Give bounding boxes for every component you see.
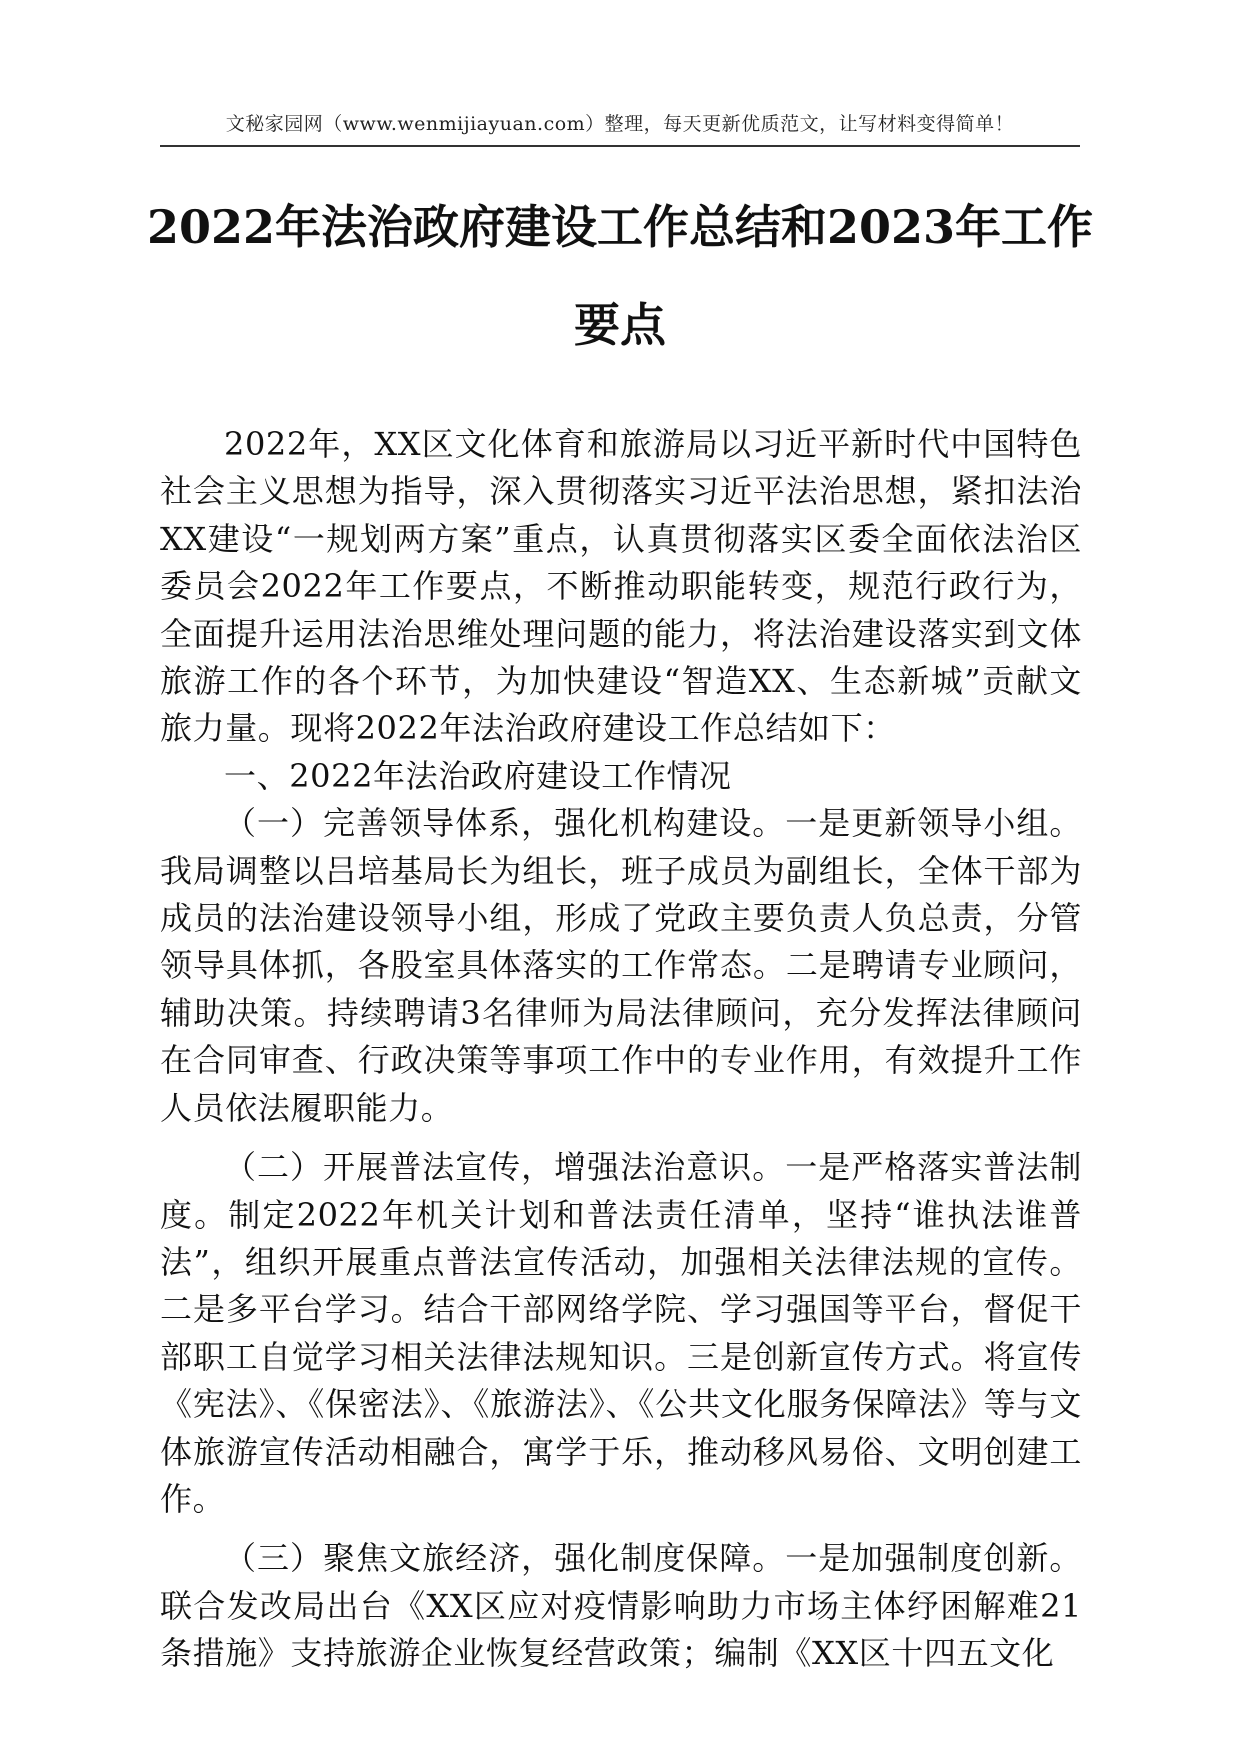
document-title [140,178,1100,374]
section-heading-1: 一、2022年法治政府建设工作情况 [224,756,732,795]
header-divider [160,145,1080,147]
document-body [160,421,1082,1678]
item-paragraph-2: （二）开展普法宣传，增强法治意识。一是严格落实普法制度。制定2022年机关计划和普法责任清单，坚持“谁执法谁普法”，组织开展重点普法宣传活动，加强相关法律法规的宣传。二是多平台学习。结合干部网络学院、学习强国等平台，督促干部职工自觉学习相关法律法规知识。三是创新宣传方式。将宣传《宪法》、《保密法》、《旅游法》、《公共文化服务保障法》等与文体旅游宣传活动相融合，寓学于乐，推动移风易俗、文明创建工作。 [160,1148,1082,1518]
item-paragraph-3: （三）聚焦文旅经济，强化制度保障。一是加强制度创新。联合发改局出台《XX区应对疫情影响助力市场主体纾困解难21条措施》支持旅游企业恢复经营政策；编制《XX区十四五文化 [160,1539,1082,1673]
document-title-line-1: 2022年法治政府建设工作总结和2023年工作 [146,200,1094,254]
document-title-line-2: 要点 [574,298,666,352]
item-paragraph-1: （一）完善领导体系，强化机构建设。一是更新领导小组。我局调整以吕培基局长为组长，班子成员为副组长，全体干部为成员的法治建设领导小组，形成了党政主要负责人负总责，分管领导具体抓，各股室具体落实的工作常态。二是聘请专业顾问，辅助决策。持续聘请3名律师为局法律顾问，充分发挥法律顾问在合同审查、行政决策等事项工作中的专业作用，有效提升工作人员依法履职能力。 [160,804,1082,1127]
intro-paragraph: 2022年，XX区文化体育和旅游局以习近平新时代中国特色社会主义思想为指导，深入贯彻落实习近平法治思想，紧扣法治XX建设“一规划两方案”重点，认真贯彻落实区委全面依法治区委员会2022年工作要点，不断推动职能转变，规范行政行为，全面提升运用法治思维处理问题的能力，将法治建设落实到文体旅游工作的各个环节，为加快建设“智造XX、生态新城”贡献文旅力量。现将2022年法治政府建设工作总结如下： [160,425,1082,748]
page-header-text: 文秘家园网（www.wenmijiayuan.com）整理，每天更新优质范文，让写材料变得简单！ [225,113,1015,135]
